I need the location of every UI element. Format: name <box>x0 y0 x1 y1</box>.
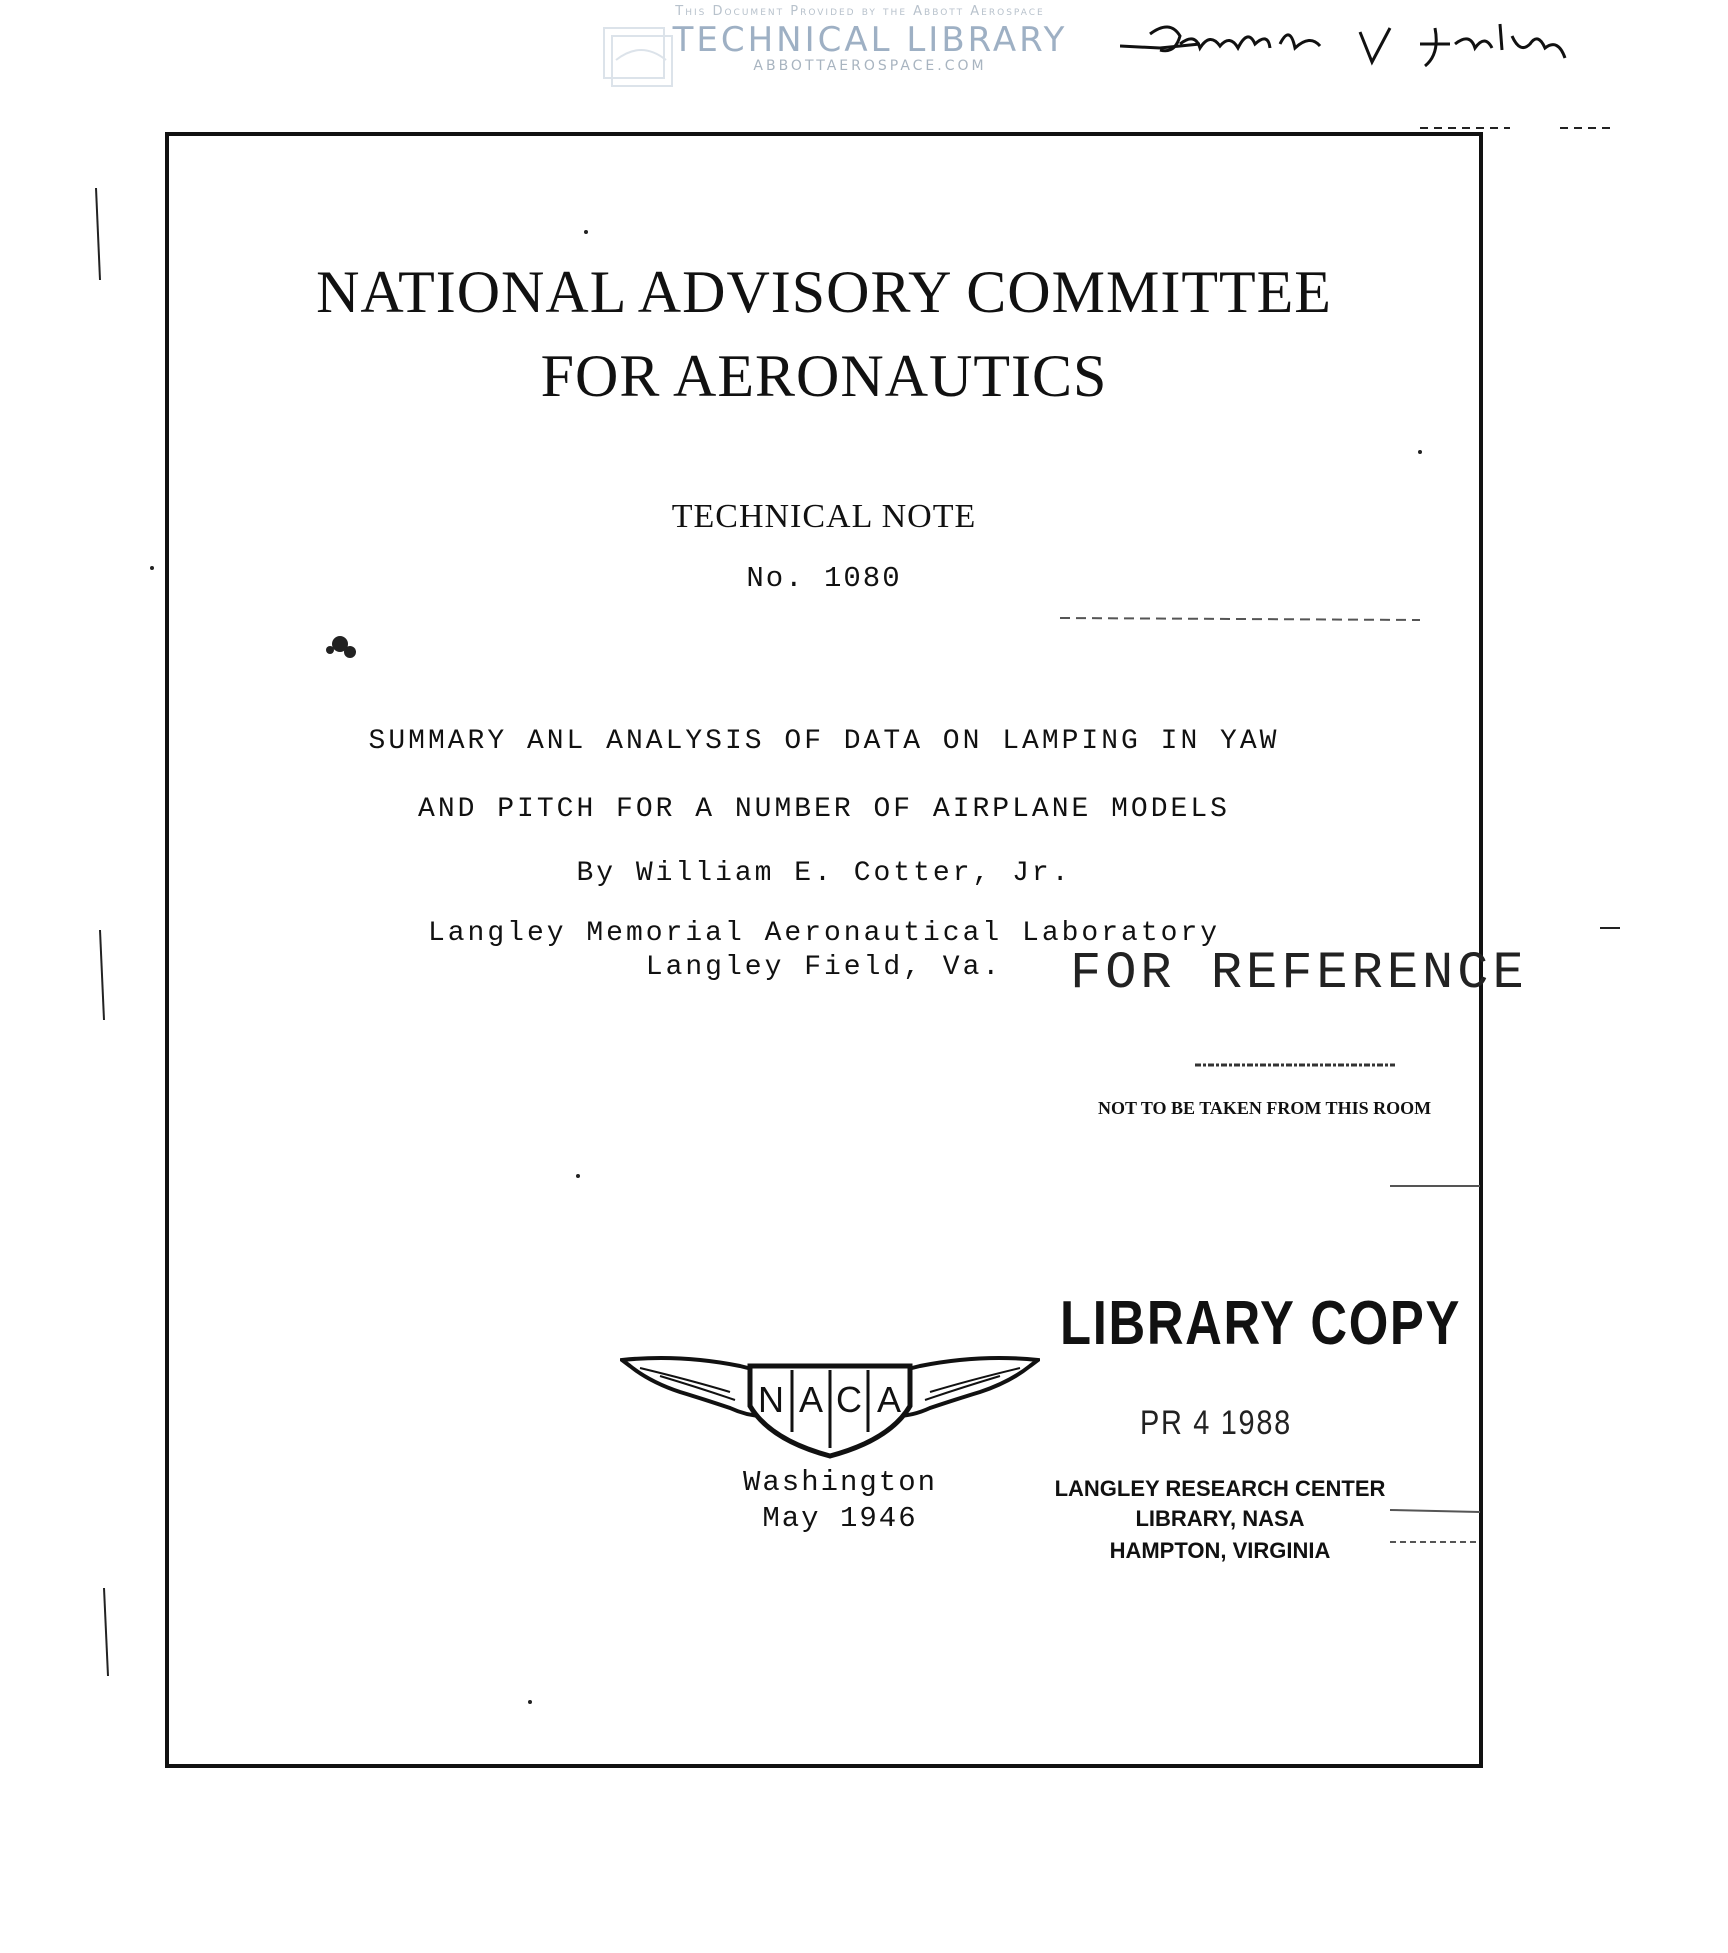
library-stamp-date: PR 4 1988 <box>1140 1404 1292 1442</box>
affiliation-line-2: Langley Field, Va. <box>645 952 1003 983</box>
publication-date: May 1946 <box>762 1502 918 1535</box>
logo-letter-a: A <box>798 1379 824 1420</box>
author-line: By William E. Cotter, Jr. <box>576 858 1072 889</box>
library-stamp-line-2: LIBRARY, NASA <box>1135 1506 1305 1531</box>
logo-letter-n: N <box>758 1379 784 1420</box>
org-name-line-2: FOR AERONAUTICS <box>540 343 1108 409</box>
library-stamp-line-1: LANGLEY RESEARCH CENTER <box>1054 1476 1386 1501</box>
library-copy-stamp: LIBRARY COPY <box>1060 1289 1462 1358</box>
handwritten-signature <box>1120 14 1580 74</box>
document-title-line-2: AND PITCH FOR A NUMBER OF AIRPLANE MODELS <box>418 794 1230 825</box>
watermark-url: ABBOTTAEROSPACE.COM <box>753 58 987 74</box>
watermark-title: TECHNICAL LIBRARY <box>672 20 1068 60</box>
affiliation-line-1: Langley Memorial Aeronautical Laboratory <box>427 918 1221 949</box>
library-stamp-line-3: HAMPTON, VIRGINIA <box>1109 1538 1331 1563</box>
logo-letter-a-2: A <box>876 1379 902 1420</box>
naca-wings-logo <box>620 1352 1040 1462</box>
logo-letter-c: C <box>836 1379 862 1420</box>
document-title-line-1: SUMMARY ANL ANALYSIS OF DATA ON LAMPING IN YAW <box>368 726 1280 757</box>
publication-city: Washington <box>742 1466 938 1499</box>
for-reference-stamp: FOR REFERENCE <box>1070 944 1528 1003</box>
technical-note-label: TECHNICAL NOTE <box>671 498 977 535</box>
not-to-be-taken-stamp: NOT TO BE TAKEN FROM THIS ROOM <box>1098 1098 1432 1118</box>
stamp-rule <box>1195 1060 1395 1070</box>
technical-note-number: No. 1080 <box>746 562 902 595</box>
watermark-provider-line: This Document Provided by the Abbott Aerospace <box>675 4 1045 19</box>
org-name-line-1: NATIONAL ADVISORY COMMITTEE <box>316 259 1332 325</box>
